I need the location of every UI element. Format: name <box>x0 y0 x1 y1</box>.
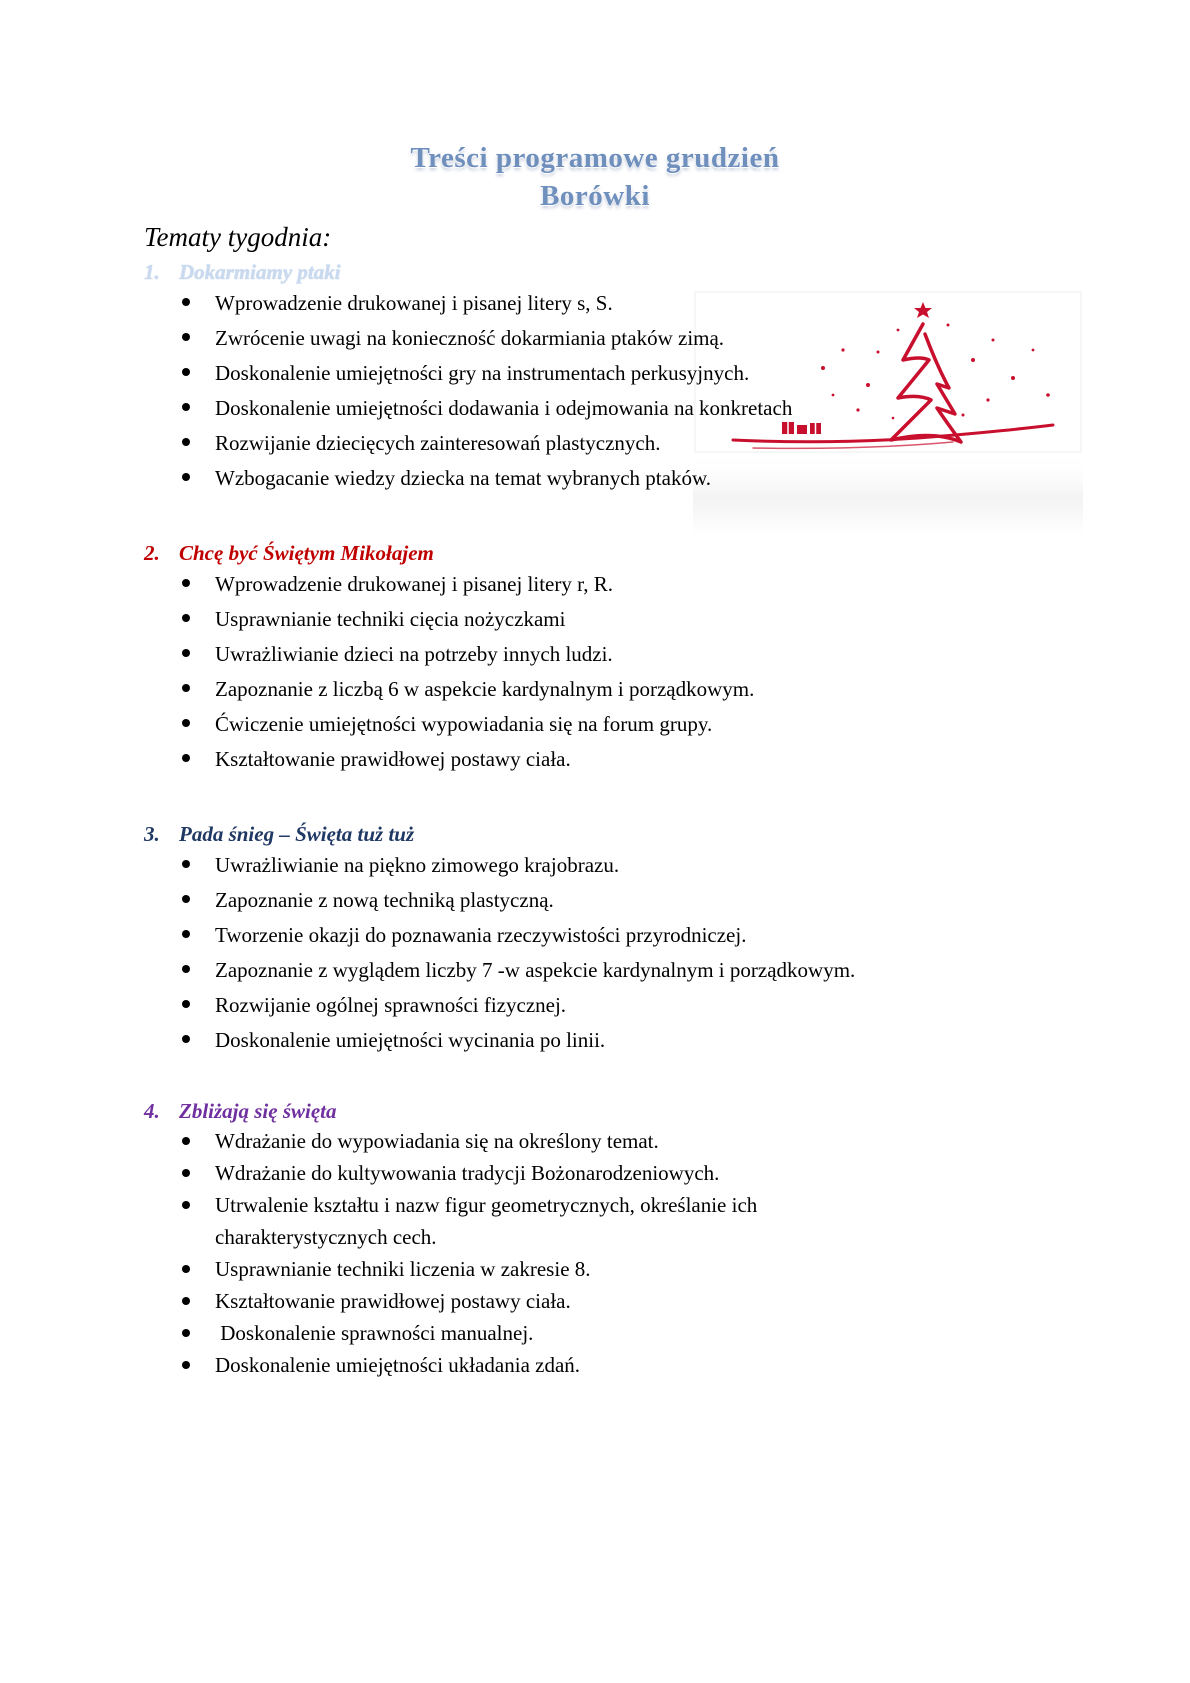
group-name: Borówki <box>540 180 650 212</box>
week-section-3 <box>144 820 855 1058</box>
week-heading <box>144 258 792 286</box>
week-heading <box>144 820 855 848</box>
document-title: Treści programowe grudzień <box>410 142 780 174</box>
week-title: Pada śnieg – Święta tuż tuż <box>179 822 415 846</box>
bullet-icon <box>182 1201 190 1209</box>
goal-list <box>144 286 792 496</box>
bullet-icon <box>182 1035 190 1043</box>
bullet-icon <box>182 614 190 622</box>
bullet-icon <box>182 298 190 306</box>
week-number: 3. <box>144 822 160 846</box>
week-title: Dokarmiamy ptaki <box>179 260 341 284</box>
list-item: Wzbogacanie wiedzy dziecka na temat wybranych ptaków. <box>144 461 792 496</box>
list-item: Zwrócenie uwagi na konieczność dokarmiania ptaków zimą. <box>144 321 792 356</box>
list-item: Wprowadzenie drukowanej i pisanej litery s, S. <box>144 286 792 321</box>
bullet-icon <box>182 895 190 903</box>
list-item: Doskonalenie umiejętności układania zdań. <box>144 1349 757 1381</box>
list-item: Zapoznanie z wyglądem liczby 7 -w aspekcie kardynalnym i porządkowym. <box>144 953 855 988</box>
bullet-icon <box>182 860 190 868</box>
week-section-2 <box>144 539 754 777</box>
bullet-icon <box>182 1000 190 1008</box>
week-section-4 <box>144 1097 757 1381</box>
bullet-icon <box>182 684 190 692</box>
goal-list <box>144 1125 757 1381</box>
list-item: Ćwiczenie umiejętności wypowiadania się na forum grupy. <box>144 707 754 742</box>
bullet-icon <box>182 719 190 727</box>
bullet-icon <box>182 965 190 973</box>
bullet-icon <box>182 473 190 481</box>
bullet-icon <box>182 403 190 411</box>
week-number: 4. <box>144 1099 160 1123</box>
bullet-icon <box>182 579 190 587</box>
week-title: Zbliżają się święta <box>179 1099 337 1123</box>
week-heading <box>144 539 754 567</box>
bullet-icon <box>182 754 190 762</box>
list-item: Zapoznanie z liczbą 6 w aspekcie kardynalnym i porządkowym. <box>144 672 754 707</box>
list-item: Tworzenie okazji do poznawania rzeczywistości przyrodniczej. <box>144 918 855 953</box>
week-number: 2. <box>144 541 160 565</box>
list-item: Wdrażanie do kultywowania tradycji Bożonarodzeniowych. <box>144 1157 757 1189</box>
week-heading <box>144 1097 757 1125</box>
bullet-icon <box>182 649 190 657</box>
goal-list <box>144 567 754 777</box>
bullet-icon <box>182 438 190 446</box>
list-item: Doskonalenie umiejętności gry na instrumentach perkusyjnych. <box>144 356 792 391</box>
list-item: Usprawnianie techniki liczenia w zakresie 8. <box>144 1253 757 1285</box>
goal-list <box>144 848 855 1058</box>
list-item: Rozwijanie ogólnej sprawności fizycznej. <box>144 988 855 1023</box>
weekly-topics-heading: Tematy tygodnia: <box>144 222 332 252</box>
list-item: Rozwijanie dziecięcych zainteresowań plastycznych. <box>144 426 792 461</box>
bullet-icon <box>182 1137 190 1145</box>
list-item: Kształtowanie prawidłowej postawy ciała. <box>144 742 754 777</box>
bullet-icon <box>182 1361 190 1369</box>
list-item: Uwrażliwianie dzieci na potrzeby innych ludzi. <box>144 637 754 672</box>
bullet-icon <box>182 333 190 341</box>
list-item: Utrwalenie kształtu i nazw figur geometrycznych, określanie ich <box>144 1189 757 1221</box>
list-item: Wdrażanie do wypowiadania się na określony temat. <box>144 1125 757 1157</box>
list-item: Zapoznanie z nową techniką plastyczną. <box>144 883 855 918</box>
bullet-icon <box>182 930 190 938</box>
bullet-icon <box>182 1329 190 1337</box>
list-item: Usprawnianie techniki cięcia nożyczkami <box>144 602 754 637</box>
bullet-icon <box>182 1297 190 1305</box>
list-item: Uwrażliwianie na piękno zimowego krajobrazu. <box>144 848 855 883</box>
list-item: Wprowadzenie drukowanej i pisanej litery r, R. <box>144 567 754 602</box>
list-item: Doskonalenie umiejętności dodawania i odejmowania na konkretach <box>144 391 792 426</box>
week-section-1 <box>144 258 792 496</box>
list-item: Doskonalenie umiejętności wycinania po linii. <box>144 1023 855 1058</box>
list-item: Kształtowanie prawidłowej postawy ciała. <box>144 1285 757 1317</box>
bullet-icon <box>182 368 190 376</box>
list-item: Doskonalenie sprawności manualnej. <box>144 1317 757 1349</box>
bullet-icon <box>182 1265 190 1273</box>
list-item-continuation: charakterystycznych cech. <box>215 1225 437 1249</box>
week-number: 1. <box>144 260 160 284</box>
week-title: Chcę być Świętym Mikołajem <box>179 541 434 565</box>
bullet-icon <box>182 1169 190 1177</box>
